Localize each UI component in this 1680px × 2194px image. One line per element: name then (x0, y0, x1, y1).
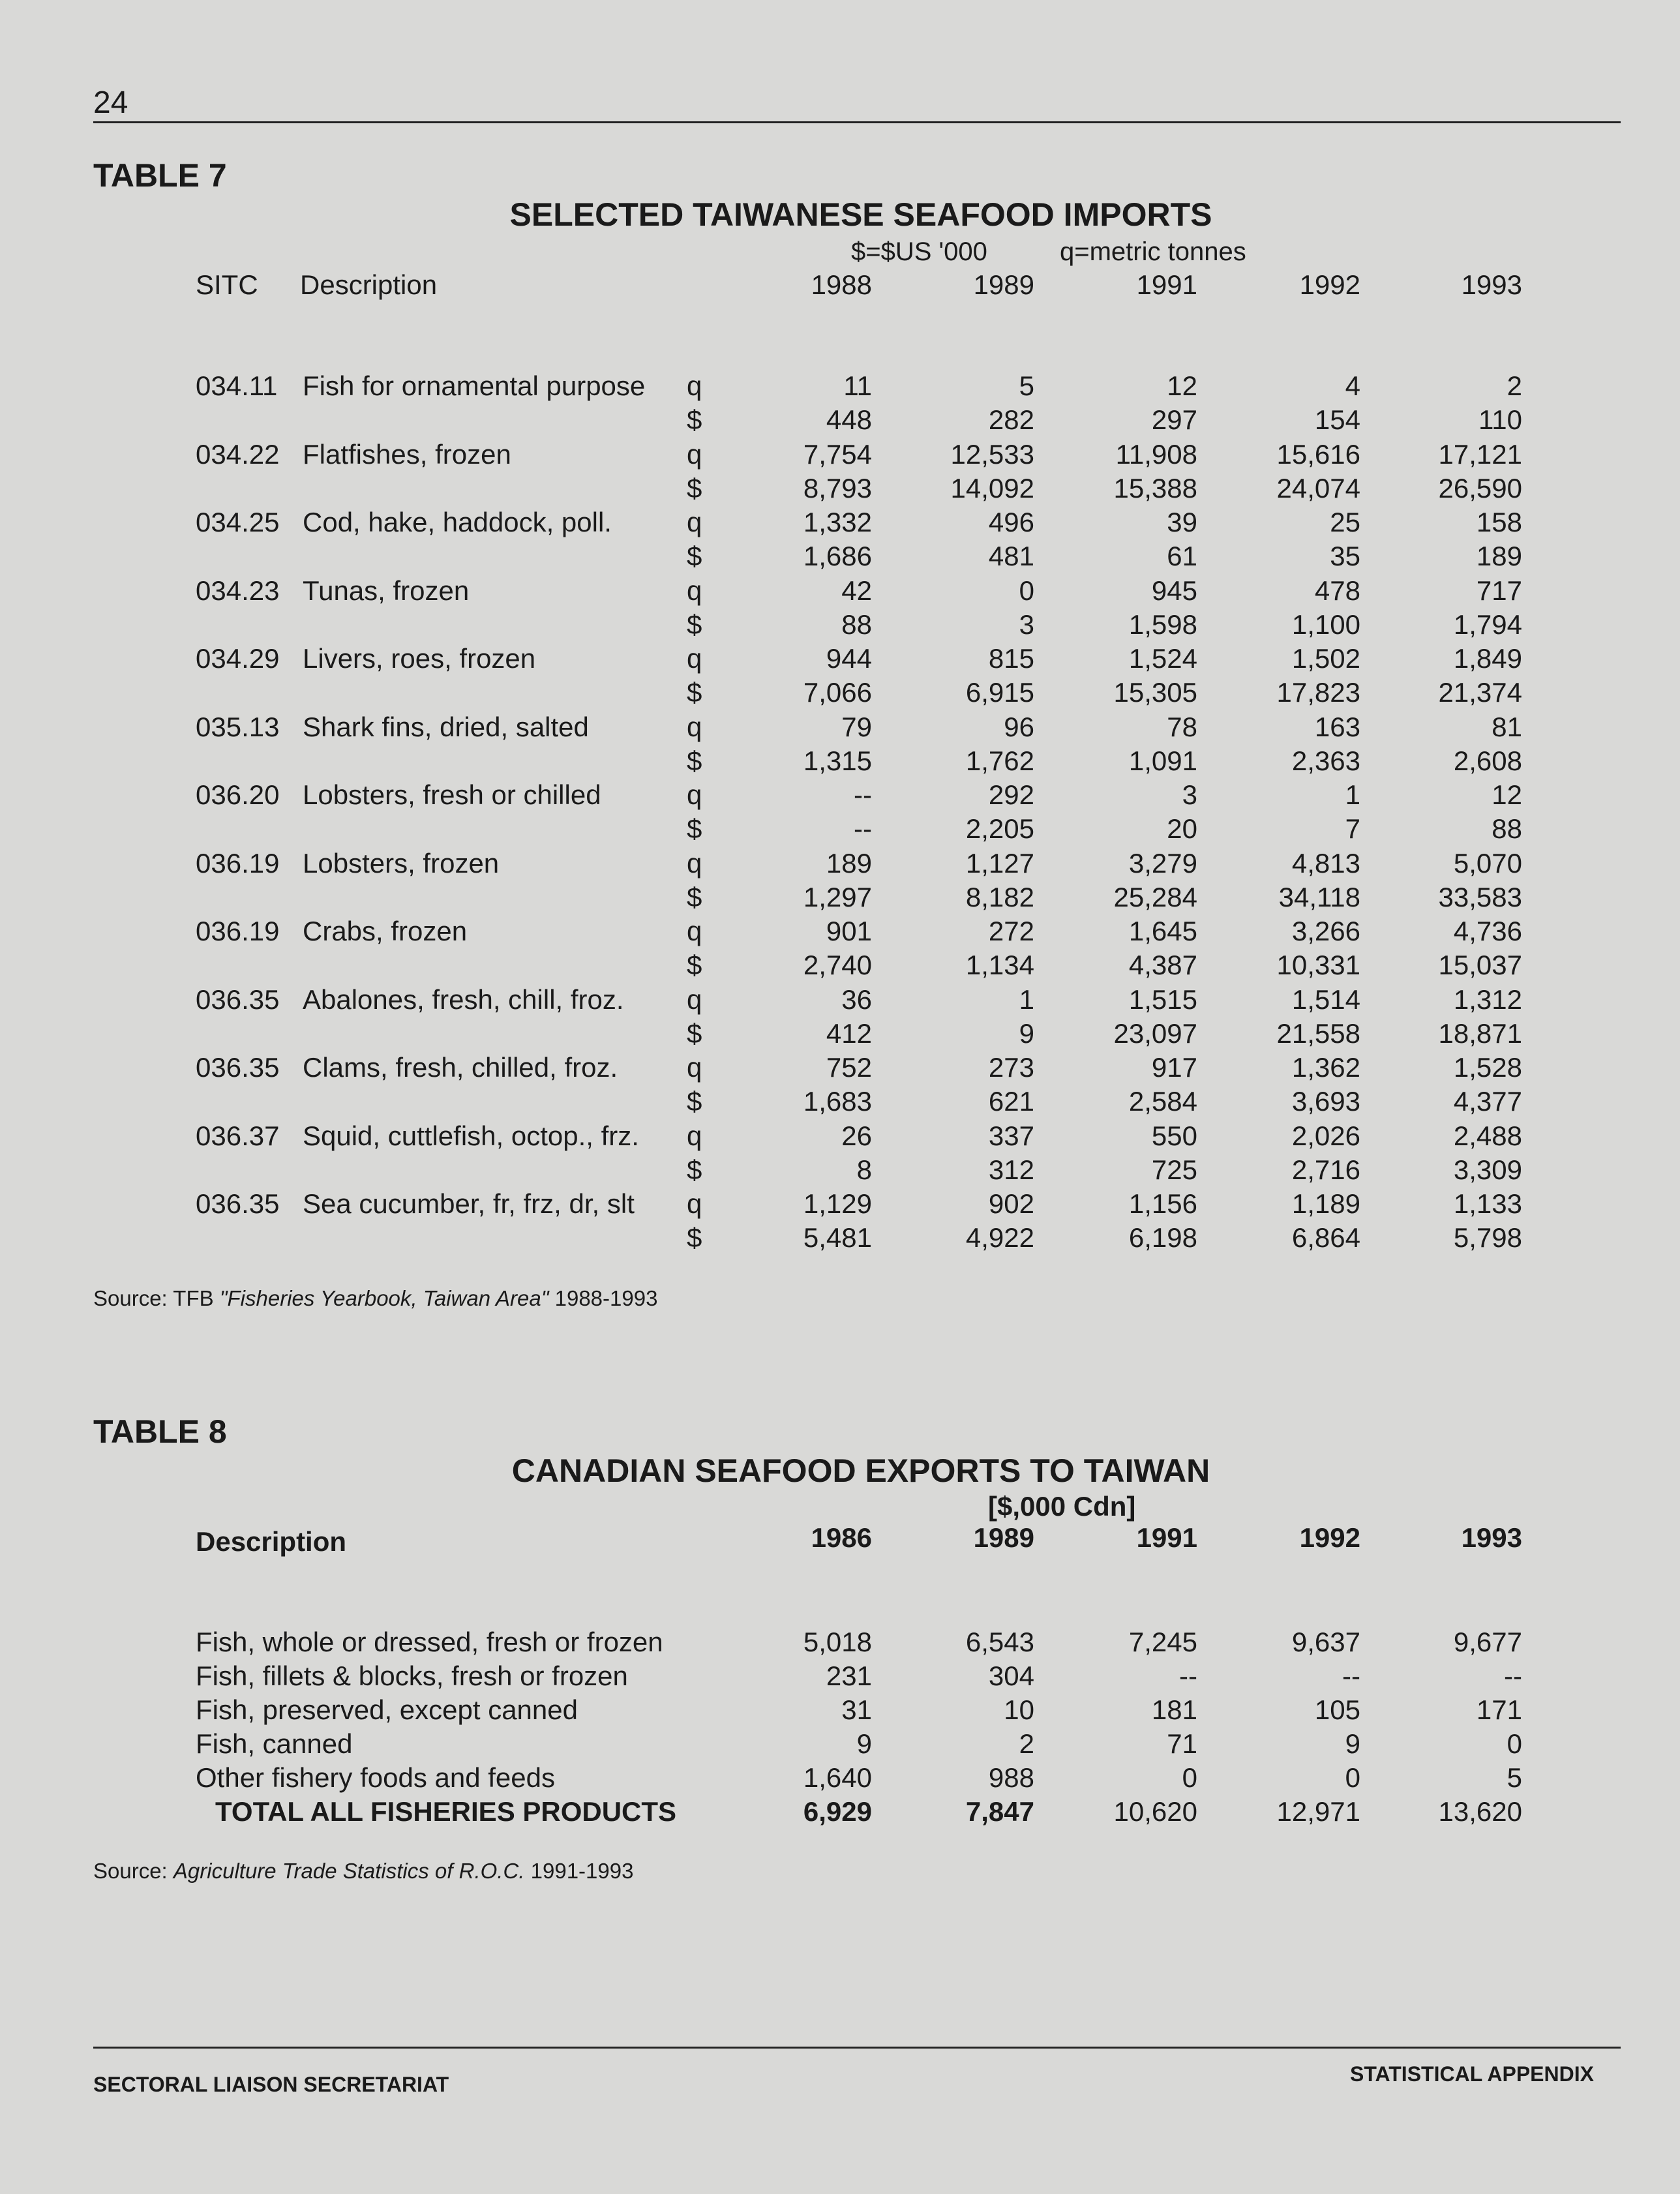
table7-quantity-cell: 273 (988, 1052, 1034, 1083)
table7-quantity-cell: 2,026 (1291, 1120, 1360, 1151)
table7-value-cell: 7,066 (803, 677, 872, 708)
table7-description: Crabs, frozen (303, 916, 468, 946)
table8-value-cell: 105 (1314, 1694, 1360, 1725)
table7-value-cell: 1,794 (1453, 609, 1522, 640)
table7-value-cell: 448 (826, 404, 872, 435)
table8-value-cell: 9 (856, 1728, 872, 1759)
table7-quantity-cell: 337 (988, 1120, 1034, 1151)
table7-unit-dollar: $ (687, 1086, 702, 1117)
table7-quantity-cell: 815 (988, 643, 1034, 674)
table8-value-cell: 6,543 (965, 1627, 1034, 1657)
table8-value-cell: 31 (841, 1694, 872, 1725)
table8-value-cell: -- (1342, 1661, 1360, 1691)
table7-description: Abalones, fresh, chill, froz. (303, 984, 624, 1015)
table7-value-cell: 1,100 (1291, 609, 1360, 640)
table7-quantity-cell: 1,528 (1453, 1052, 1522, 1083)
table7-unit-q: q (687, 984, 702, 1015)
table7-quantity-cell: -- (854, 779, 872, 810)
table7-header-year: 1993 (1461, 269, 1522, 300)
table8-value-cell: 71 (1167, 1728, 1197, 1759)
table7-quantity-cell: 2,488 (1453, 1120, 1522, 1151)
table8-description: Fish, canned (196, 1728, 353, 1759)
table7-quantity-cell: 12,533 (950, 439, 1034, 470)
table8-label: TABLE 8 (93, 1413, 227, 1450)
table8-header-year: 1989 (973, 1522, 1034, 1553)
table7-unit-q: q (687, 779, 702, 810)
table8-value-cell: -- (1179, 1661, 1197, 1691)
table7-unit-dollar: $ (687, 404, 702, 435)
table7-value-cell: 3,693 (1291, 1086, 1360, 1117)
table7-value-cell: 282 (988, 404, 1034, 435)
table7-unit-q: q (687, 848, 702, 879)
table8-value-cell: 9,677 (1453, 1627, 1522, 1657)
table7-quantity-cell: 1,515 (1128, 984, 1197, 1015)
table7-quantity-cell: 5 (1019, 370, 1034, 401)
table8-header-year: 1992 (1299, 1522, 1360, 1553)
table7-value-cell: 6,915 (965, 677, 1034, 708)
table7-quantity-cell: 5,070 (1453, 848, 1522, 879)
table8-header-year: 1993 (1461, 1522, 1522, 1553)
table8-total-label: TOTAL ALL FISHERIES PRODUCTS (215, 1796, 677, 1827)
table7-quantity-cell: 17,121 (1438, 439, 1522, 470)
table7-quantity-cell: 752 (826, 1052, 872, 1083)
table8-value-cell: 5 (1507, 1762, 1522, 1793)
table8-value-cell: 2 (1019, 1728, 1034, 1759)
table7-description: Tunas, frozen (303, 575, 470, 606)
table7-value-cell: 26,590 (1438, 473, 1522, 503)
table7-description: Fish for ornamental purpose (303, 370, 646, 401)
table7-sitc: 036.37 (196, 1120, 280, 1151)
table8-description: Fish, fillets & blocks, fresh or frozen (196, 1661, 628, 1691)
table7-quantity-cell: 1,362 (1291, 1052, 1360, 1083)
table7-title: SELECTED TAIWANESE SEAFOOD IMPORTS (509, 196, 1212, 233)
table7-value-cell: 3,309 (1453, 1154, 1522, 1185)
footer-rule (93, 2047, 1621, 2049)
table7-value-cell: 5,798 (1453, 1222, 1522, 1253)
table7-description: Squid, cuttlefish, octop., frz. (303, 1120, 639, 1151)
table8-description: Fish, preserved, except canned (196, 1694, 578, 1725)
table7-quantity-cell: 550 (1151, 1120, 1197, 1151)
table7-value-cell: 61 (1167, 541, 1197, 571)
table8-header-year: 1986 (811, 1522, 872, 1553)
table7-value-cell: 1,598 (1128, 609, 1197, 640)
table8-title: CANADIAN SEAFOOD EXPORTS TO TAIWAN (511, 1452, 1210, 1489)
table8-value-cell: 988 (988, 1762, 1034, 1793)
table8-value-cell: 9,637 (1291, 1627, 1360, 1657)
table7-value-cell: 15,305 (1113, 677, 1197, 708)
table8-value-cell: 5,018 (803, 1627, 872, 1657)
table7-sitc: 036.35 (196, 1052, 280, 1083)
table7-quantity-cell: 36 (841, 984, 872, 1015)
table7-quantity-cell: 3 (1182, 779, 1197, 810)
table7-label: TABLE 7 (93, 157, 227, 194)
table7-source-title: "Fisheries Yearbook, Taiwan Area" (219, 1286, 549, 1310)
table7-quantity-cell: 7,754 (803, 439, 872, 470)
table7-sitc: 036.19 (196, 916, 280, 946)
table7-header-description: Description (300, 269, 438, 300)
table7-value-cell: 4,377 (1453, 1086, 1522, 1117)
table7-quantity-cell: 25 (1330, 507, 1360, 537)
table7-unit-q: q (687, 712, 702, 742)
table7-description: Flatfishes, frozen (303, 439, 511, 470)
table7-sitc: 034.25 (196, 507, 280, 537)
table7-header-year: 1989 (973, 269, 1034, 300)
table7-value-cell: 2,584 (1128, 1086, 1197, 1117)
table8-total-cell: 10,620 (1113, 1796, 1197, 1827)
table7-source-suffix: 1988-1993 (548, 1286, 658, 1310)
table7-quantity-cell: 12 (1167, 370, 1197, 401)
table7-value-cell: 6,864 (1291, 1222, 1360, 1253)
table7-quantity-cell: 12 (1492, 779, 1522, 810)
table7-unit-q: q (687, 439, 702, 470)
table7-value-cell: 481 (988, 541, 1034, 571)
table8-total-cell: 12,971 (1276, 1796, 1360, 1827)
table7-quantity-cell: 917 (1151, 1052, 1197, 1083)
table7-description: Livers, roes, frozen (303, 643, 536, 674)
table7-quantity-cell: 79 (841, 712, 872, 742)
table7-unit-dollar: $ (687, 473, 702, 503)
table7-value-cell: 24,074 (1276, 473, 1360, 503)
table7-unit-dollar: $ (687, 609, 702, 640)
table7-header-sitc: SITC (196, 269, 258, 300)
table8-value-cell: 9 (1345, 1728, 1360, 1759)
table7-value-cell: 110 (1478, 404, 1522, 435)
table7-unit-dollar: $ (687, 1154, 702, 1185)
table7-currency-note: $=$US '000 (851, 237, 987, 266)
table7-source-prefix: Source: TFB (93, 1286, 220, 1310)
table7-unit-q: q (687, 1188, 702, 1219)
table7-unit-dollar: $ (687, 813, 702, 844)
table7-quantity-cell: 0 (1019, 575, 1034, 606)
table7-sitc: 034.23 (196, 575, 280, 606)
table8-description: Other fishery foods and feeds (196, 1762, 555, 1793)
table7-quantity-cell: 39 (1167, 507, 1197, 537)
table7-value-cell: 20 (1167, 813, 1197, 844)
table7-value-cell: 412 (826, 1018, 872, 1049)
table7-value-cell: 34,118 (1278, 882, 1360, 912)
table7-quantity-cell: 1,312 (1453, 984, 1522, 1015)
table7-sitc: 034.29 (196, 643, 280, 674)
table7-value-cell: 15,388 (1113, 473, 1197, 503)
table7-unit-q: q (687, 1052, 702, 1083)
table7-value-cell: 154 (1314, 404, 1360, 435)
table8-value-cell: 0 (1182, 1762, 1197, 1793)
table7-quantity-cell: 1,332 (803, 507, 872, 537)
table7-quantity-cell: 163 (1314, 712, 1360, 742)
table7-quantity-cell: 2 (1507, 370, 1522, 401)
table8-source (93, 1859, 633, 1884)
table7-source (93, 1286, 657, 1311)
table7-value-cell: 621 (988, 1086, 1034, 1117)
table8-header-description: Description (196, 1526, 347, 1557)
table7-description: Cod, hake, haddock, poll. (303, 507, 612, 537)
table7-quantity-cell: 496 (988, 507, 1034, 537)
table7-sitc: 036.20 (196, 779, 280, 810)
table7-quantity-cell: 3,266 (1291, 916, 1360, 946)
table7-quantity-cell: 81 (1492, 712, 1522, 742)
table7-header-year: 1991 (1136, 269, 1197, 300)
table7-value-cell: 6,198 (1128, 1222, 1197, 1253)
table7-quantity-cell: 1 (1019, 984, 1034, 1015)
table7-value-cell: 1,762 (965, 745, 1034, 776)
table7-unit-dollar: $ (687, 882, 702, 912)
footer-left: SECTORAL LIAISON SECRETARIAT (93, 2073, 449, 2096)
table7-sitc: 035.13 (196, 712, 280, 742)
table7-unit-q: q (687, 643, 702, 674)
table7-value-cell: 2,740 (803, 950, 872, 980)
table7-value-cell: 23,097 (1113, 1018, 1197, 1049)
table7-unit-dollar: $ (687, 541, 702, 571)
table7-quantity-cell: 901 (826, 916, 872, 946)
table8-total-cell: 6,929 (803, 1796, 872, 1827)
table8-source-prefix: Source: (93, 1859, 173, 1883)
table7-value-cell: 88 (841, 609, 872, 640)
table7-unit-q: q (687, 370, 702, 401)
table7-quantity-cell: 1,524 (1128, 643, 1197, 674)
table8-value-cell: 304 (988, 1661, 1034, 1691)
table7-value-cell: 297 (1151, 404, 1197, 435)
table7-quantity-cell: 1,189 (1291, 1188, 1360, 1219)
table8-total-cell: 13,620 (1438, 1796, 1522, 1827)
table8-source-title: Agriculture Trade Statistics of R.O.C. (173, 1859, 525, 1883)
table7-value-cell: 725 (1151, 1154, 1197, 1185)
table7-value-cell: 1,297 (803, 882, 872, 912)
table7-sitc: 034.11 (196, 370, 278, 401)
table7-sitc: 036.35 (196, 984, 280, 1015)
table7-unit-q: q (687, 1120, 702, 1151)
table7-value-cell: 17,823 (1276, 677, 1360, 708)
table7-value-cell: 35 (1330, 541, 1360, 571)
table7-value-cell: 189 (1476, 541, 1522, 571)
table7-unit-dollar: $ (687, 745, 702, 776)
table7-quantity-cell: 11,908 (1115, 439, 1197, 470)
table7-value-cell: 21,558 (1276, 1018, 1360, 1049)
table7-quantity-cell: 11 (843, 370, 872, 401)
table7-value-cell: 2,363 (1291, 745, 1360, 776)
table7-unit-dollar: $ (687, 950, 702, 980)
table7-quantity-cell: 4,736 (1453, 916, 1522, 946)
table7-units-note: q=metric tonnes (1060, 237, 1246, 266)
table7-quantity-cell: 42 (841, 575, 872, 606)
table7-quantity-cell: 1,129 (803, 1188, 872, 1219)
table8-value-cell: 181 (1151, 1694, 1197, 1725)
table8-value-cell: 1,640 (803, 1762, 872, 1793)
table7-unit-dollar: $ (687, 677, 702, 708)
table7-quantity-cell: 158 (1476, 507, 1522, 537)
table7-header-year: 1992 (1299, 269, 1360, 300)
table7-value-cell: 1,134 (965, 950, 1034, 980)
table7-value-cell: 33,583 (1438, 882, 1522, 912)
table7-description: Sea cucumber, fr, frz, dr, slt (303, 1188, 635, 1219)
table7-header-year: 1988 (811, 269, 872, 300)
table7-value-cell: 312 (988, 1154, 1034, 1185)
table7-value-cell: 8,182 (965, 882, 1034, 912)
table7-value-cell: 10,331 (1276, 950, 1360, 980)
table8-header-year: 1991 (1136, 1522, 1197, 1553)
table7-value-cell: 8 (856, 1154, 872, 1185)
table7-quantity-cell: 717 (1476, 575, 1522, 606)
table7-value-cell: 88 (1492, 813, 1522, 844)
table7-sitc: 036.19 (196, 848, 280, 879)
table7-quantity-cell: 1,514 (1291, 984, 1360, 1015)
table7-value-cell: 4,922 (965, 1222, 1034, 1253)
table7-quantity-cell: 78 (1167, 712, 1197, 742)
header-rule (93, 121, 1621, 123)
footer-right: STATISTICAL APPENDIX (1350, 2062, 1594, 2086)
table7-value-cell: 2,608 (1453, 745, 1522, 776)
table7-quantity-cell: 902 (988, 1188, 1034, 1219)
table7-quantity-cell: 4,813 (1291, 848, 1360, 879)
table7-value-cell: 5,481 (803, 1222, 872, 1253)
table7-quantity-cell: 26 (841, 1120, 872, 1151)
table7-unit-q: q (687, 916, 702, 946)
table7-unit-q: q (687, 507, 702, 537)
table7-quantity-cell: 1,133 (1453, 1188, 1522, 1219)
table7-value-cell: 7 (1345, 813, 1360, 844)
table7-unit-dollar: $ (687, 1222, 702, 1253)
table7-quantity-cell: 292 (988, 779, 1034, 810)
table7-value-cell: 15,037 (1438, 950, 1522, 980)
table8-value-cell: 231 (826, 1661, 872, 1691)
table7-value-cell: 4,387 (1128, 950, 1197, 980)
table7-quantity-cell: 478 (1314, 575, 1360, 606)
table8-total-cell: 7,847 (965, 1796, 1034, 1827)
table7-value-cell: 2,716 (1291, 1154, 1360, 1185)
table7-value-cell: 3 (1019, 609, 1034, 640)
table7-quantity-cell: 1,645 (1128, 916, 1197, 946)
table8-subtitle: [$,000 Cdn] (988, 1491, 1136, 1522)
table7-value-cell: 1,315 (803, 745, 872, 776)
table7-quantity-cell: 96 (1004, 712, 1034, 742)
table7-quantity-cell: 1,156 (1128, 1188, 1197, 1219)
table7-quantity-cell: 1,502 (1291, 643, 1360, 674)
table8-value-cell: 0 (1345, 1762, 1360, 1793)
table8-value-cell: -- (1504, 1661, 1522, 1691)
table7-sitc: 034.22 (196, 439, 280, 470)
table7-quantity-cell: 1,849 (1453, 643, 1522, 674)
table8-value-cell: 171 (1476, 1694, 1522, 1725)
table7-value-cell: 9 (1019, 1018, 1034, 1049)
table7-value-cell: 1,091 (1128, 745, 1197, 776)
table7-value-cell: 1,686 (803, 541, 872, 571)
table7-quantity-cell: 272 (988, 916, 1034, 946)
table7-quantity-cell: 944 (826, 643, 872, 674)
table7-quantity-cell: 189 (826, 848, 872, 879)
table8-value-cell: 10 (1004, 1694, 1034, 1725)
table8-value-cell: 0 (1507, 1728, 1522, 1759)
table7-quantity-cell: 3,279 (1128, 848, 1197, 879)
table7-value-cell: 25,284 (1113, 882, 1197, 912)
table7-value-cell: 2,205 (965, 813, 1034, 844)
table7-sitc: 036.35 (196, 1188, 280, 1219)
table7-unit-q: q (687, 575, 702, 606)
table7-unit-dollar: $ (687, 1018, 702, 1049)
table8-value-cell: 7,245 (1128, 1627, 1197, 1657)
table7-description: Clams, fresh, chilled, froz. (303, 1052, 618, 1083)
table7-quantity-cell: 1 (1345, 779, 1360, 810)
table7-value-cell: 8,793 (803, 473, 872, 503)
page-number: 24 (93, 85, 128, 120)
table7-description: Shark fins, dried, salted (303, 712, 589, 742)
table7-quantity-cell: 15,616 (1276, 439, 1360, 470)
table7-description: Lobsters, fresh or chilled (303, 779, 601, 810)
table7-quantity-cell: 945 (1151, 575, 1197, 606)
table7-value-cell: -- (854, 813, 872, 844)
table7-quantity-cell: 1,127 (965, 848, 1034, 879)
table7-quantity-cell: 4 (1345, 370, 1360, 401)
table8-description: Fish, whole or dressed, fresh or frozen (196, 1627, 663, 1657)
table7-value-cell: 18,871 (1438, 1018, 1522, 1049)
table7-value-cell: 14,092 (950, 473, 1034, 503)
table8-source-suffix: 1991-1993 (524, 1859, 634, 1883)
table7-description: Lobsters, frozen (303, 848, 500, 879)
table7-value-cell: 1,683 (803, 1086, 872, 1117)
table7-value-cell: 21,374 (1438, 677, 1522, 708)
